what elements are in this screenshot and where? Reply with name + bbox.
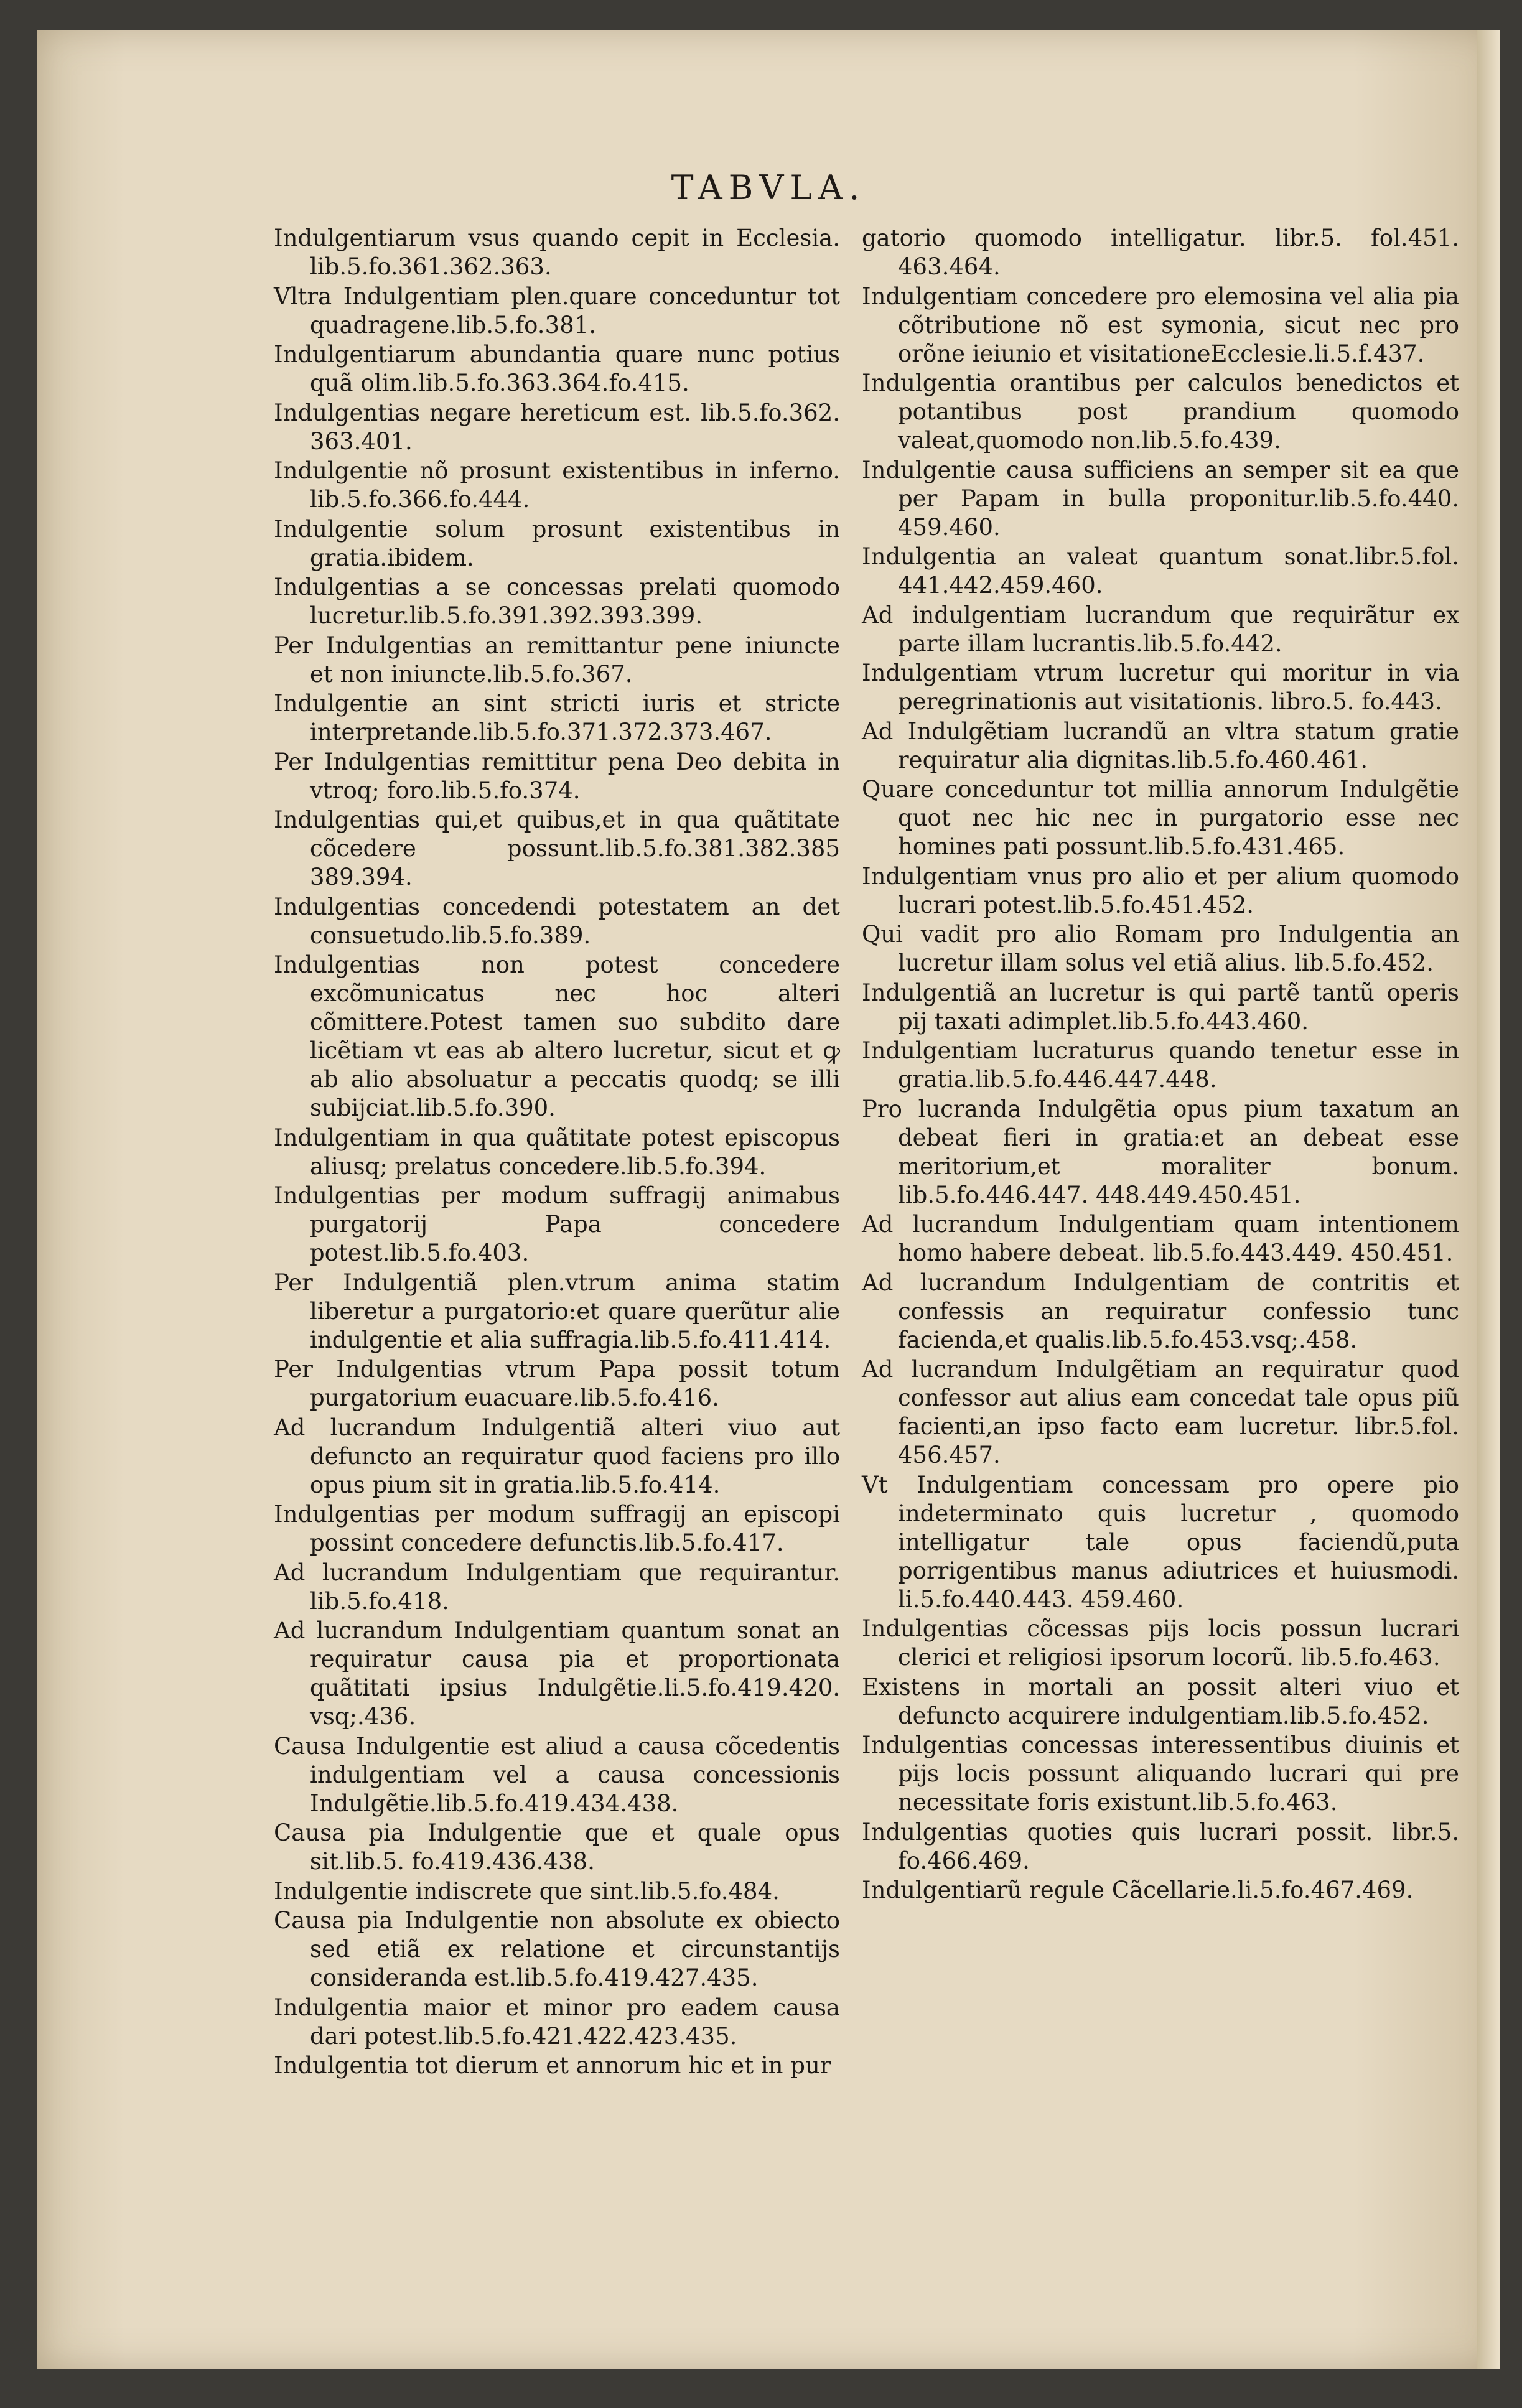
index-entry: Indulgentiarũ regule Cãcellarie.li.5.fo.467.469.	[862, 1877, 1414, 1903]
index-entry: Indulgentias concessas interessentibus diuinis et pijs locis possunt aliquando lucrari qui pre necessitate foris existunt.lib.5.fo.463.	[862, 1732, 1459, 1816]
index-column-right	[862, 224, 1459, 1906]
index-entry: Ad indulgentiam lucrandum que requirãtur ex parte illam lucrantis.lib.5.fo.442.	[862, 601, 1459, 657]
index-entry: Indulgentie solum prosunt existentibus in gratia.ibidem.	[274, 515, 840, 571]
index-entry: Per Indulgentiã plen.vtrum anima statim liberetur a purgatorio:et quare querũtur alie indulgentie et alia suffragia.lib.5.fo.411.414.	[274, 1269, 840, 1353]
index-entry: Ad lucrandum Indulgentiam quantum sonat an requiratur causa pia et proportionata quãtitati ipsius Indulgẽtie.li.5.fo.419.420. vsq;.436.	[274, 1617, 840, 1730]
index-entry: Causa Indulgentie est aliud a causa cõcedentis indulgentiam vel a causa concessionis Indulgẽtie.lib.5.fo.419.434.438.	[274, 1732, 840, 1817]
index-entry: Vltra Indulgentiam plen.quare conceduntur tot quadragene.lib.5.fo.381.	[274, 282, 840, 338]
index-entry: Indulgentias concedendi potestatem an det consuetudo.lib.5.fo.389.	[274, 893, 840, 949]
index-column-left	[274, 224, 840, 2081]
index-entry: Ad lucrandum Indulgentiam que requirantur. lib.5.fo.418.	[274, 1559, 840, 1615]
index-entry: Indulgentiam vtrum lucretur qui moritur in via peregrinationis aut visitationis. libro.5. fo.443.	[862, 660, 1459, 715]
index-entry: Indulgentias quoties quis lucrari possit. libr.5. fo.466.469.	[862, 1818, 1459, 1874]
index-entry: gatorio quomodo intelligatur. libr.5. fol.451. 463.464.	[862, 225, 1459, 280]
index-entry: Indulgentiam concedere pro elemosina vel alia pia cõtributione nõ est symonia, sicut nec pro orõne ieiunio et visitationeEcclesie.li.5.f.437.	[862, 282, 1459, 367]
index-entry: Indulgentias a se concessas prelati quomodo lucretur.lib.5.fo.391.392.393.399.	[274, 574, 840, 629]
index-entry: Per Indulgentias remittitur pena Deo debita in vtroq; foro.lib.5.fo.374.	[274, 748, 840, 804]
index-entry: Indulgentia maior et minor pro eadem causa dari potest.lib.5.fo.421.422.423.435.	[274, 1994, 840, 2050]
page-header: TABVLA.	[671, 168, 866, 207]
index-entry: Ad Indulgẽtiam lucrandũ an vltra statum gratie requiratur alia dignitas.lib.5.fo.460.461.	[862, 717, 1459, 773]
book-page	[37, 30, 1500, 2369]
index-entry: Indulgentia tot dierum et annorum hic et in pur	[274, 2052, 831, 2079]
index-entry: Indulgentiarum abundantia quare nunc potius quã olim.lib.5.fo.363.364.fo.415.	[274, 341, 840, 396]
index-entry: Causa pia Indulgentie que et quale opus sit.lib.5. fo.419.436.438.	[274, 1819, 840, 1875]
index-entry: Indulgentias per modum suffragij an episcopi possint concedere defunctis.lib.5.fo.417.	[274, 1501, 840, 1556]
index-entry: Existens in mortali an possit alteri viuo et defuncto acquirere indulgentiam.lib.5.fo.452.	[862, 1673, 1459, 1729]
index-entry: Vt Indulgentiam concessam pro opere pio indeterminato quis lucretur , quomodo intelligatur tale opus faciendũ,puta porrigentibus manus adiutrices et huiusmodi. li.5.fo.440.443. 459.460.	[862, 1471, 1459, 1613]
index-entry: Indulgentias qui,et quibus,et in qua quãtitate cõcedere possunt.lib.5.fo.381.382.385 389.394.	[274, 806, 840, 890]
index-entry: Indulgentias cõcessas pijs locis possun lucrari clerici et religiosi ipsorum locorũ. lib.5.fo.463.	[862, 1615, 1459, 1671]
index-entry: Indulgentie causa sufficiens an semper sit ea que per Papam in bulla proponitur.lib.5.fo.440. 459.460.	[862, 456, 1459, 541]
index-entry: Quare conceduntur tot millia annorum Indulgẽtie quot nec hic nec in purgatorio esse nec homines pati possunt.lib.5.fo.431.465.	[862, 776, 1459, 860]
adjacent-page-edge	[1477, 30, 1500, 2369]
index-entry: Indulgentia an valeat quantum sonat.libr.5.fol. 441.442.459.460.	[862, 543, 1459, 599]
index-entry: Indulgentias per modum suffragij animabus purgatorij Papa concedere potest.lib.5.fo.403.	[274, 1182, 840, 1266]
index-entry: Indulgentiam vnus pro alio et per alium quomodo lucrari potest.lib.5.fo.451.452.	[862, 862, 1459, 918]
index-entry: Indulgentiam in qua quãtitate potest episcopus aliusq; prelatus concedere.lib.5.fo.394.	[274, 1124, 840, 1180]
index-entry: Ad lucrandum Indulgẽtiam an requiratur quod confessor aut alius eam concedat tale opus piũ facienti,an ipso facto eam lucretur. libr.5.fol. 456.457.	[862, 1356, 1459, 1468]
index-entry: Indulgentias non potest concedere excõmunicatus nec hoc alteri cõmittere.Potest tamen suo subdito dare licẽtiam vt eas ab altero lucretur, sicut et ꝙ ab alio absoluatur a peccatis quodq; se illi subijciat.lib.5.fo.390.	[274, 951, 840, 1121]
index-entry: Qui vadit pro alio Romam pro Indulgentia an lucretur illam solus vel etiã alius. lib.5.fo.452.	[862, 921, 1459, 976]
index-entry: Indulgentiam lucraturus quando tenetur esse in gratia.lib.5.fo.446.447.448.	[862, 1037, 1459, 1093]
index-entry: Indulgentia orantibus per calculos benedictos et potantibus post prandium quomodo valeat,quomodo non.lib.5.fo.439.	[862, 370, 1459, 454]
index-entry: Indulgentiarum vsus quando cepit in Ecclesia. lib.5.fo.361.362.363.	[274, 225, 840, 280]
index-entry: Ad lucrandum Indulgentiam de contritis et confessis an requiratur confessio tunc facienda,et qualis.lib.5.fo.453.vsq;.458.	[862, 1269, 1459, 1353]
index-entry: Causa pia Indulgentie non absolute ex obiecto sed etiã ex relatione et circunstantijs consideranda est.lib.5.fo.419.427.435.	[274, 1907, 840, 1991]
index-entry: Ad lucrandum Indulgentiã alteri viuo aut defuncto an requiratur quod faciens pro illo opus pium sit in gratia.lib.5.fo.414.	[274, 1414, 840, 1498]
index-entry: Indulgentias negare hereticum est. lib.5.fo.362. 363.401.	[274, 399, 840, 455]
index-entry: Per Indulgentias vtrum Papa possit totum purgatorium euacuare.lib.5.fo.416.	[274, 1356, 840, 1411]
index-entry: Per Indulgentias an remittantur pene iniuncte et non iniuncte.lib.5.fo.367.	[274, 632, 840, 688]
index-entry: Ad lucrandum Indulgentiam quam intentionem homo habere debeat. lib.5.fo.443.449. 450.451.	[862, 1211, 1459, 1266]
index-entry: Indulgentie indiscrete que sint.lib.5.fo.484.	[274, 1877, 780, 1905]
index-entry: Pro lucranda Indulgẽtia opus pium taxatum an debeat fieri in gratia:et an debeat esse meritorium,et moraliter bonum. lib.5.fo.446.447. 448.449.450.451.	[862, 1095, 1459, 1208]
index-entry: Indulgentie an sint stricti iuris et stricte interpretande.lib.5.fo.371.372.373.467.	[274, 690, 840, 745]
index-entry: Indulgentiã an lucretur is qui partẽ tantũ operis pij taxati adimplet.lib.5.fo.443.460.	[862, 979, 1459, 1035]
index-entry: Indulgentie nõ prosunt existentibus in inferno. lib.5.fo.366.fo.444.	[274, 457, 840, 513]
